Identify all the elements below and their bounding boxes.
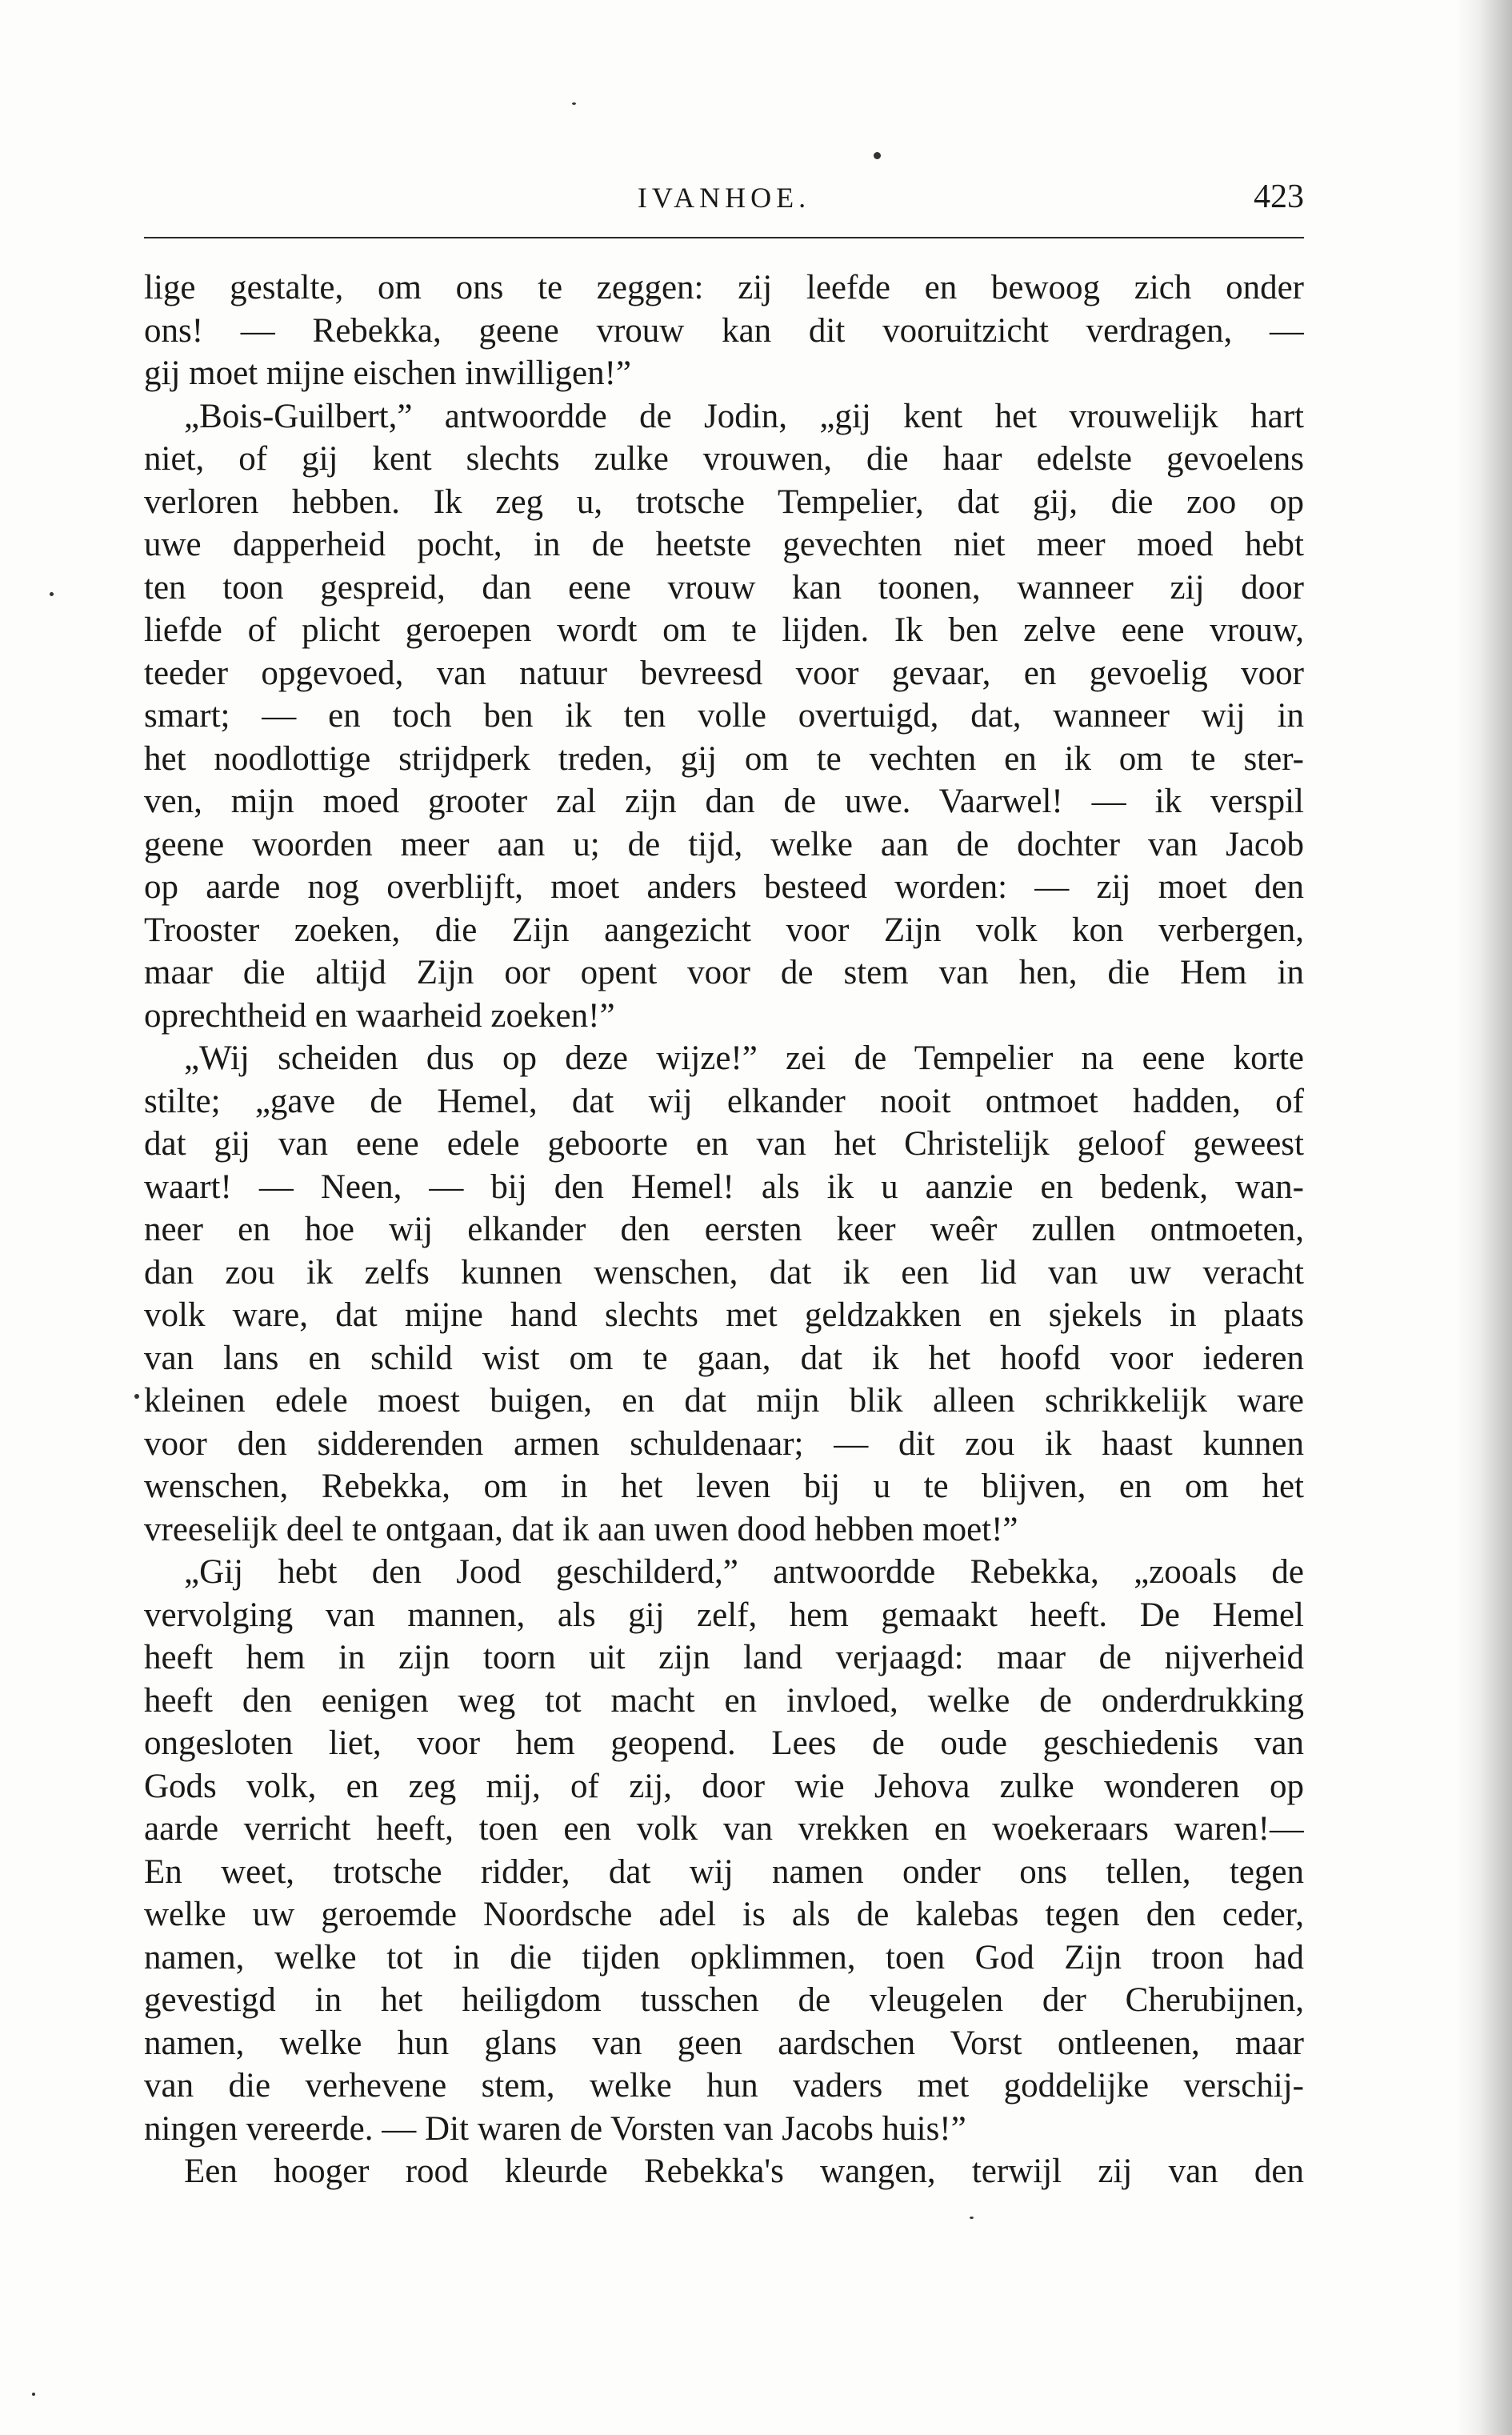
text-line: op aarde nog overblijft, moet anders besteed worden: — zij moet den [144, 868, 1304, 906]
text-line: lige gestalte, om ons te zeggen: zij leefde en bewoog zich onder [144, 269, 1304, 306]
text-line: ons! — Rebekka, geene vrouw kan dit vooruitzicht verdragen, — [144, 311, 1304, 350]
text-line: vervolging van mannen, als gij zelf, hem gemaakt heeft. De Hemel [144, 1596, 1304, 1634]
text-line: voor den sidderenden armen schuldenaar; — dit zou ik haast kunnen [144, 1424, 1304, 1463]
text-line: gevestigd in het heiligdom tusschen de vleugelen der Cherubijnen, [144, 1981, 1304, 2019]
text-line: uwe dapperheid pocht, in de heetste gevechten niet meer moed hebt [144, 526, 1304, 563]
text-line: waart! — Neen, — bij den Hemel! als ik u aanzie en bedenk, wan- [144, 1167, 1304, 1206]
header-rule [144, 237, 1304, 238]
text-line: dat gij van eene edele geboorte en van het Christelijk geloof geweest [144, 1125, 1304, 1163]
text-line: van lans en schild wist om te gaan, dat ik het hoofd voor iederen [144, 1339, 1304, 1377]
text-line: aarde verricht heeft, toen een volk van vrekken en woekeraars waren!— [144, 1810, 1304, 1848]
text-line: geene woorden meer aan u; de tijd, welke aan de dochter van Jacob [144, 825, 1304, 863]
text-line: oprechtheid en waarheid zoeken!” [144, 996, 615, 1035]
text-line: welke uw geroemde Noordsche adel is als de kalebas tegen den ceder, [144, 1896, 1304, 1933]
text-line: Trooster zoeken, die Zijn aangezicht voor Zijn volk kon verbergen, [144, 911, 1304, 949]
text-line: „Gij hebt den Jood geschilderd,” antwoordde Rebekka, „zooals de [184, 1553, 1304, 1591]
text-line: van die verhevene stem, welke hun vaders met goddelijke verschij- [144, 2067, 1304, 2105]
text-line: niet, of gij kent slechts zulke vrouwen, die haar edelste gevoelens [144, 440, 1304, 478]
text-line: namen, welke hun glans van geen aardschen Vorst ontleenen, maar [144, 2024, 1304, 2062]
text-line: ningen vereerde. — Dit waren de Vorsten van Jacobs huis!” [144, 2109, 966, 2148]
text-line: verloren hebben. Ik zeg u, trotsche Tempelier, dat gij, die zoo op [144, 483, 1304, 521]
body-text [144, 266, 1304, 2193]
ink-speck [970, 2217, 974, 2219]
text-line: dan zou ik zelfs kunnen wenschen, dat ik een lid van uw veracht [144, 1253, 1304, 1292]
text-line: stilte; „gave de Hemel, dat wij elkander nooit ontmoet hadden, of [144, 1082, 1304, 1120]
ink-speck [572, 102, 576, 105]
ink-speck [32, 2393, 35, 2396]
text-line: volk ware, dat mijne hand slechts met geldzakken en sjekels in plaats [144, 1296, 1304, 1334]
text-line: En weet, trotsche ridder, dat wij namen onder ons tellen, tegen [144, 1852, 1304, 1891]
ink-speck [50, 592, 54, 596]
running-title: IVANHOE. [637, 182, 811, 214]
text-line: heeft hem in zijn toorn uit zijn land verjaagd: maar de nijverheid [144, 1639, 1304, 1676]
text-line: heeft den eenigen weg tot macht en invloed, welke de onderdrukking [144, 1681, 1304, 1720]
text-line: smart; — en toch ben ik ten volle overtuigd, dat, wanneer wij in [144, 697, 1304, 735]
text-line: het noodlottige strijdperk treden, gij om te vechten en ik om te ster- [144, 739, 1304, 778]
scan-edge-shadow [1456, 0, 1512, 2435]
text-line: „Bois-Guilbert,” antwoordde de Jodin, „gij kent het vrouwelijk hart [184, 397, 1304, 435]
text-line: maar die altijd Zijn oor opent voor de stem van hen, die Hem in [144, 954, 1304, 991]
page-header [144, 174, 1304, 238]
text-line: gij moet mijne eischen inwilligen!” [144, 354, 632, 392]
text-line: wenschen, Rebekka, om in het leven bij u te blijven, en om het [144, 1468, 1304, 1505]
text-line: neer en hoe wij elkander den eersten keer weêr zullen ontmoeten, [144, 1211, 1304, 1248]
page-number: 423 [1254, 178, 1304, 215]
text-line: ven, mijn moed grooter zal zijn dan de uwe. Vaarwel! — ik verspil [144, 783, 1304, 820]
text-line: liefde of plicht geroepen wordt om te lijden. Ik ben zelve eene vrouw, [144, 611, 1304, 649]
text-line: namen, welke tot in die tijden opklimmen, toen God Zijn troon had [144, 1938, 1304, 1976]
text-line: ongesloten liet, voor hem geopend. Lees de oude geschiedenis van [144, 1724, 1304, 1762]
text-line: Een hooger rood kleurde Rebekka's wangen, terwijl zij van den [184, 2153, 1304, 2190]
text-line: Gods volk, en zeg mij, of zij, door wie Jehova zulke wonderen op [144, 1767, 1304, 1805]
text-line: ten toon gespreid, dan eene vrouw kan toonen, wanneer zij door [144, 568, 1304, 607]
text-line: „Wij scheiden dus op deze wijze!” zei de Tempelier na eene korte [184, 1039, 1304, 1077]
text-line: teeder opgevoed, van natuur bevreesd voor gevaar, en gevoelig voor [144, 654, 1304, 692]
text-line: kleinen edele moest buigen, en dat mijn blik alleen schrikkelijk ware [144, 1382, 1304, 1420]
ink-speck [134, 1394, 139, 1399]
ink-speck [874, 152, 881, 159]
text-line: vreeselijk deel te ontgaan, dat ik aan uwen dood hebben moet!” [144, 1510, 1018, 1548]
